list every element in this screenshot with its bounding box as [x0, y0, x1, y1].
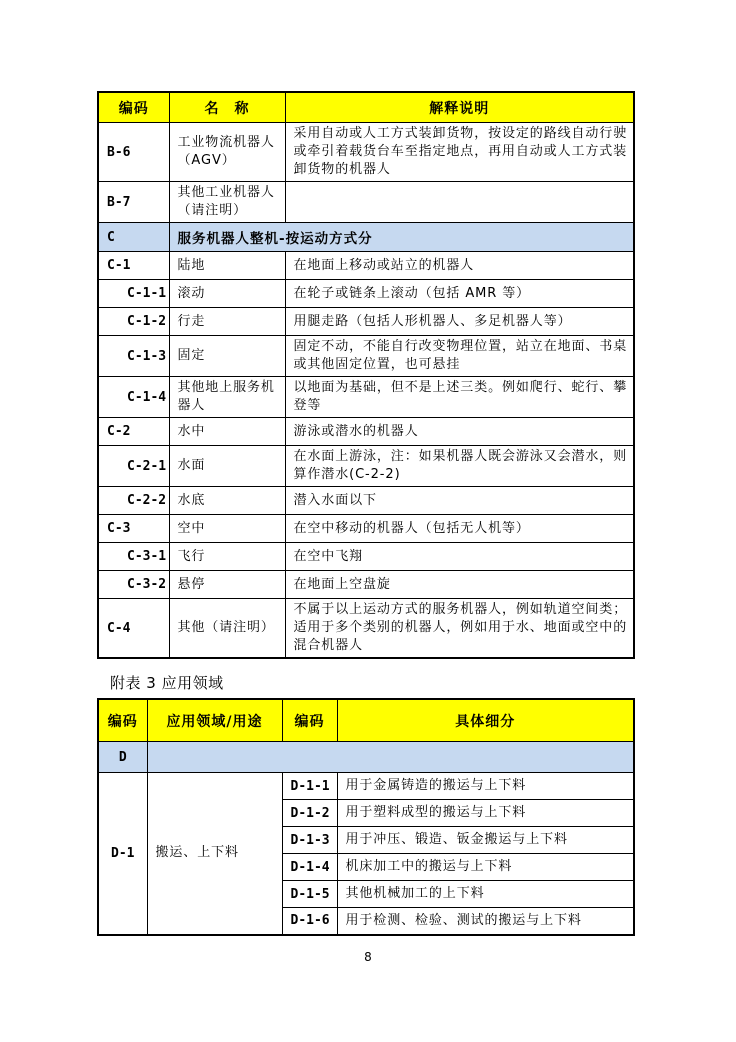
code-cell: B-6: [98, 123, 169, 182]
code-cell: C-1-4: [98, 377, 169, 418]
page-number: 8: [364, 950, 372, 964]
table-row: [98, 418, 634, 446]
column-header-explanation: 解释说明: [285, 92, 634, 123]
section-empty-cell: [147, 742, 634, 773]
name-cell: 工业物流机器人（AGV）: [169, 123, 285, 182]
section-row: [98, 742, 634, 773]
name-cell: 水中: [169, 418, 285, 446]
code-cell: C-1-2: [98, 308, 169, 336]
code-cell: C-1: [98, 252, 169, 280]
table-row: [98, 487, 634, 515]
table2-title: 附表 3 应用领域: [110, 674, 224, 692]
description-cell: 采用自动或人工方式装卸货物，按设定的路线自动行驶或牵引着载货台车至指定地点，再用自动或人工方式装卸货物的机器人: [285, 123, 634, 182]
section-row: [98, 223, 634, 252]
description-cell: 游泳或潜水的机器人: [285, 418, 634, 446]
code-cell: C-2-1: [98, 446, 169, 487]
column-header-name: 名 称: [169, 92, 285, 123]
name-cell: 水底: [169, 487, 285, 515]
description-cell: 以地面为基础，但不是上述三类。例如爬行、蛇行、攀登等: [285, 377, 634, 418]
code-cell: C-3-2: [98, 571, 169, 599]
code-cell: D-1-4: [282, 854, 337, 881]
name-cell: 其他工业机器人（请注明）: [169, 182, 285, 223]
description-cell: 固定不动，不能自行改变物理位置，站立在地面、书桌或其他固定位置，也可悬挂: [285, 336, 634, 377]
table-row: [98, 308, 634, 336]
group-name-cell: 搬运、上下料: [147, 773, 282, 935]
code-cell: D-1-6: [282, 908, 337, 935]
table2-body: [98, 742, 634, 935]
description-cell: 在轮子或链条上滚动（包括 AMR 等）: [285, 280, 634, 308]
table-row: [98, 252, 634, 280]
table-row: [98, 515, 634, 543]
name-cell: 其他（请注明）: [169, 599, 285, 659]
name-cell: 其他地上服务机器人: [169, 377, 285, 418]
group-code-cell: D-1: [98, 773, 147, 935]
section-code-cell: D: [98, 742, 147, 773]
robot-classification-table: [97, 91, 635, 659]
code-cell: C-2: [98, 418, 169, 446]
table-row: [98, 280, 634, 308]
table1-body: [98, 123, 634, 659]
table1-header-row: [98, 92, 634, 123]
description-cell: 在地面上移动或站立的机器人: [285, 252, 634, 280]
table2-header-row: [98, 699, 634, 742]
table2-header: [98, 699, 634, 742]
description-cell: 用腿走路（包括人形机器人、多足机器人等）: [285, 308, 634, 336]
table-row: [98, 773, 634, 800]
code-cell: C-1-3: [98, 336, 169, 377]
name-cell: 陆地: [169, 252, 285, 280]
column-header-application-field: 应用领域/用途: [147, 699, 282, 742]
name-cell: 飞行: [169, 543, 285, 571]
column-header-code: 编码: [98, 699, 147, 742]
code-cell: C-4: [98, 599, 169, 659]
code-cell: C-3-1: [98, 543, 169, 571]
description-cell: 在水面上游泳，注：如果机器人既会游泳又会潜水，则算作潜水(C-2-2): [285, 446, 634, 487]
code-cell: B-7: [98, 182, 169, 223]
code-cell: C-3: [98, 515, 169, 543]
description-cell: 不属于以上运动方式的服务机器人，例如轨道空间类；适用于多个类别的机器人，例如用于水、地面或空中的混合机器人: [285, 599, 634, 659]
description-cell: 在空中飞翔: [285, 543, 634, 571]
name-cell: 行走: [169, 308, 285, 336]
code-cell: D-1-5: [282, 881, 337, 908]
table-row: [98, 446, 634, 487]
table-row: [98, 123, 634, 182]
subdivision-cell: 其他机械加工的上下料: [337, 881, 634, 908]
subdivision-cell: 用于冲压、锻造、钣金搬运与上下料: [337, 827, 634, 854]
code-cell: D-1-3: [282, 827, 337, 854]
section-code-cell: C: [98, 223, 169, 252]
name-cell: 水面: [169, 446, 285, 487]
subdivision-cell: 用于金属铸造的搬运与上下料: [337, 773, 634, 800]
table-row: [98, 336, 634, 377]
table-row: [98, 599, 634, 659]
table1-header: [98, 92, 634, 123]
code-cell: D-1-2: [282, 800, 337, 827]
subdivision-cell: 用于塑料成型的搬运与上下料: [337, 800, 634, 827]
code-cell: C-2-2: [98, 487, 169, 515]
description-cell: 在空中移动的机器人（包括无人机等）: [285, 515, 634, 543]
code-cell: C-1-1: [98, 280, 169, 308]
code-cell: D-1-1: [282, 773, 337, 800]
name-cell: 固定: [169, 336, 285, 377]
column-header-subdivision: 具体细分: [337, 699, 634, 742]
application-domain-table: [97, 698, 635, 936]
subdivision-cell: 机床加工中的搬运与上下料: [337, 854, 634, 881]
description-cell: [285, 182, 634, 223]
description-cell: 在地面上空盘旋: [285, 571, 634, 599]
name-cell: 空中: [169, 515, 285, 543]
name-cell: 滚动: [169, 280, 285, 308]
section-title-cell: 服务机器人整机-按运动方式分: [169, 223, 634, 252]
description-cell: 潜入水面以下: [285, 487, 634, 515]
table-row: [98, 377, 634, 418]
column-header-code: 编码: [98, 92, 169, 123]
table-row: [98, 543, 634, 571]
table-row: [98, 571, 634, 599]
table-row: [98, 182, 634, 223]
name-cell: 悬停: [169, 571, 285, 599]
subdivision-cell: 用于检测、检验、测试的搬运与上下料: [337, 908, 634, 935]
column-header-code2: 编码: [282, 699, 337, 742]
